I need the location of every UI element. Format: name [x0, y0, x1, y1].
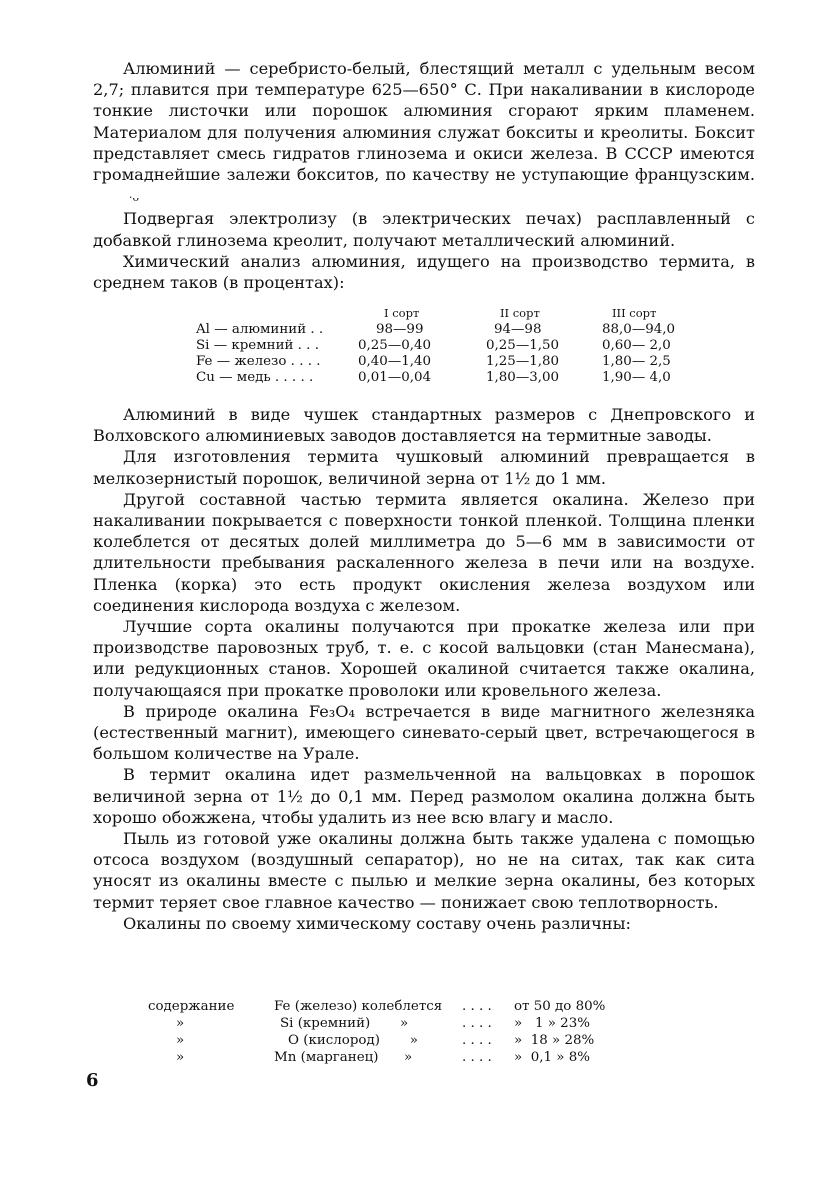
table-row [196, 370, 682, 386]
cell-content-label: » [176, 1050, 185, 1065]
cell-grade-2: 1,25—1,80 [486, 354, 560, 369]
header-blank [196, 305, 356, 322]
row-label: Cu — медь . . . . . [196, 370, 314, 385]
cell-dots: . . . . [462, 1016, 492, 1031]
cell-content-label: содержание [148, 999, 235, 1014]
table-row [148, 998, 622, 1015]
cell-grade-2: 94—98 [494, 322, 542, 337]
table-header-row [196, 305, 682, 322]
paragraph-analysis-intro: Химический анализ алюминия, идущего на производство термита, в среднем таков (в процентах): [93, 251, 755, 293]
cell-grade-1: 98—99 [376, 322, 424, 337]
paragraph-composition-intro: Окалины по своему химическому составу очень различны: [123, 913, 631, 933]
paragraph-best-scale: Лучшие сорта окалины получаются при прокатке железа или при производстве паровозных труб, т. е. с косой вальцовки (стан Манесмана), или редукционных станов. Хорошей окалиной считается также окалина, получающаяся при прокатке проволоки или кровельного железа. [93, 617, 755, 700]
cell-grade-3: 0,60— 2,0 [602, 338, 671, 353]
cell-element: Mn (марганец) » [274, 1050, 413, 1065]
page-body-continued [93, 404, 755, 934]
header-grade-2: II сорт [500, 306, 540, 320]
cell-range: от 50 до 80% [514, 999, 606, 1014]
cell-grade-3: 1,80— 2,5 [602, 354, 671, 369]
paragraph-magnetite: В природе окалина Fe₃O₄ встречается в виде магнитного железняка (естественный магнит), имеющего синевато-серый цвет, встречающегося в большом количестве на Урале. [93, 701, 755, 764]
cell-grade-2: 1,80—3,00 [486, 370, 560, 385]
page-number: 6 [86, 1070, 99, 1091]
table-row [196, 338, 682, 354]
cell-element: Si (кремний) » [280, 1016, 409, 1031]
cell-content-label: » [176, 1016, 185, 1031]
cell-grade-1: 0,01—0,04 [358, 370, 432, 385]
paragraph-powder: Для изготовления термита чушковый алюминий превращается в мелкозернистый порошок, величиной зерна от 1½ до 1 мм. [93, 447, 755, 488]
row-label: Fe — железо . . . . [196, 354, 321, 369]
paragraph-scale: Другой составной частью термита является окалина. Железо при накаливании покрывается с поверхности тонкой пленкой. Толщина пленки колеблется от десятых долей миллиметра до 5—6 мм в зависимости от длительности пребывания раскаленного железа в печи или на воздухе. Пленка (корка) это есть продукт окисления железа воздухом или соединения кислорода воздуха с железом. [93, 489, 755, 615]
header-grade-1: I сорт [384, 306, 420, 320]
row-label: Al — алюминий . . [196, 322, 324, 337]
cell-grade-2: 0,25—1,50 [486, 338, 560, 353]
header-grade-3: III сорт [612, 306, 657, 320]
cell-grade-1: 0,40—1,40 [358, 354, 432, 369]
cell-range: » 0,1 » 8% [514, 1050, 590, 1065]
cell-element: O (кислород) » [288, 1033, 418, 1048]
cell-grade-1: 0,25—0,40 [358, 338, 432, 353]
cell-range: » 1 » 23% [514, 1016, 590, 1031]
paragraph-ingots: Алюминий в виде чушек стандартных размеров с Днепровского и Волховского алюминиевых заводов доставляется на термитные заводы. [93, 405, 755, 446]
paragraph-text: Алюминий — серебристо-белый, блестящий металл с удельным весом 2,7; плавится при температуре 625—650° С. При накаливании в кислороде тонкие листочки или порошок алюминия сгорают ярким пламенем. Материалом для получения алюминия служат бокситы и креолиты. Боксит представляет смесь гидратов глинозема и окиси железа. В СССР имеются громаднейшие залежи бокситов, по качеству не уступающие французским. [93, 59, 755, 185]
table-row [148, 1032, 622, 1049]
cell-grade-3: 1,90— 4,0 [602, 370, 671, 385]
page-body [93, 58, 755, 293]
scale-composition-table [148, 998, 622, 1066]
cell-element: Fe (железо) колеблется [274, 999, 443, 1014]
aluminium-analysis-table [196, 305, 682, 386]
paragraph-aluminium-intro [93, 58, 755, 208]
cell-dots: . . . . [462, 1050, 492, 1065]
row-label: Si — кремний . . . [196, 338, 319, 353]
cell-dots: . . . . [462, 1033, 492, 1048]
cell-content-label: » [176, 1033, 185, 1048]
table-row [148, 1049, 622, 1066]
paragraph-electrolysis: Подвергая электролизу (в электрических печах) расплавленный с добавкой глинозема креолит, получают металлический алюминий. [93, 209, 755, 250]
cell-dots: . . . . [462, 999, 492, 1014]
table-row [196, 354, 682, 370]
paragraph-dust: Пыль из готовой уже окалины должна быть также удалена с помощью отсоса воздухом (воздушный сепаратор), но не на ситах, так как сита уносят из окалины вместе с пылью и мелкие зерна окалины, без которых термит теряет свое главное качество — понижает свою теплотворность. [93, 829, 755, 912]
paragraph-grinding: В термит окалина идет размельченной на вальцовках в порошок величиной зерна от 1½ до 0,1 мм. Перед размолом окалина должна быть хорошо обожжена, чтобы удалить из нее всю влагу и масло. [93, 765, 755, 827]
cell-grade-3: 88,0—94,0 [602, 322, 676, 337]
table-row [196, 322, 682, 338]
stray-mark: ·ᴗ [129, 191, 140, 205]
table-row [148, 1015, 622, 1032]
cell-range: » 18 » 28% [514, 1033, 595, 1048]
